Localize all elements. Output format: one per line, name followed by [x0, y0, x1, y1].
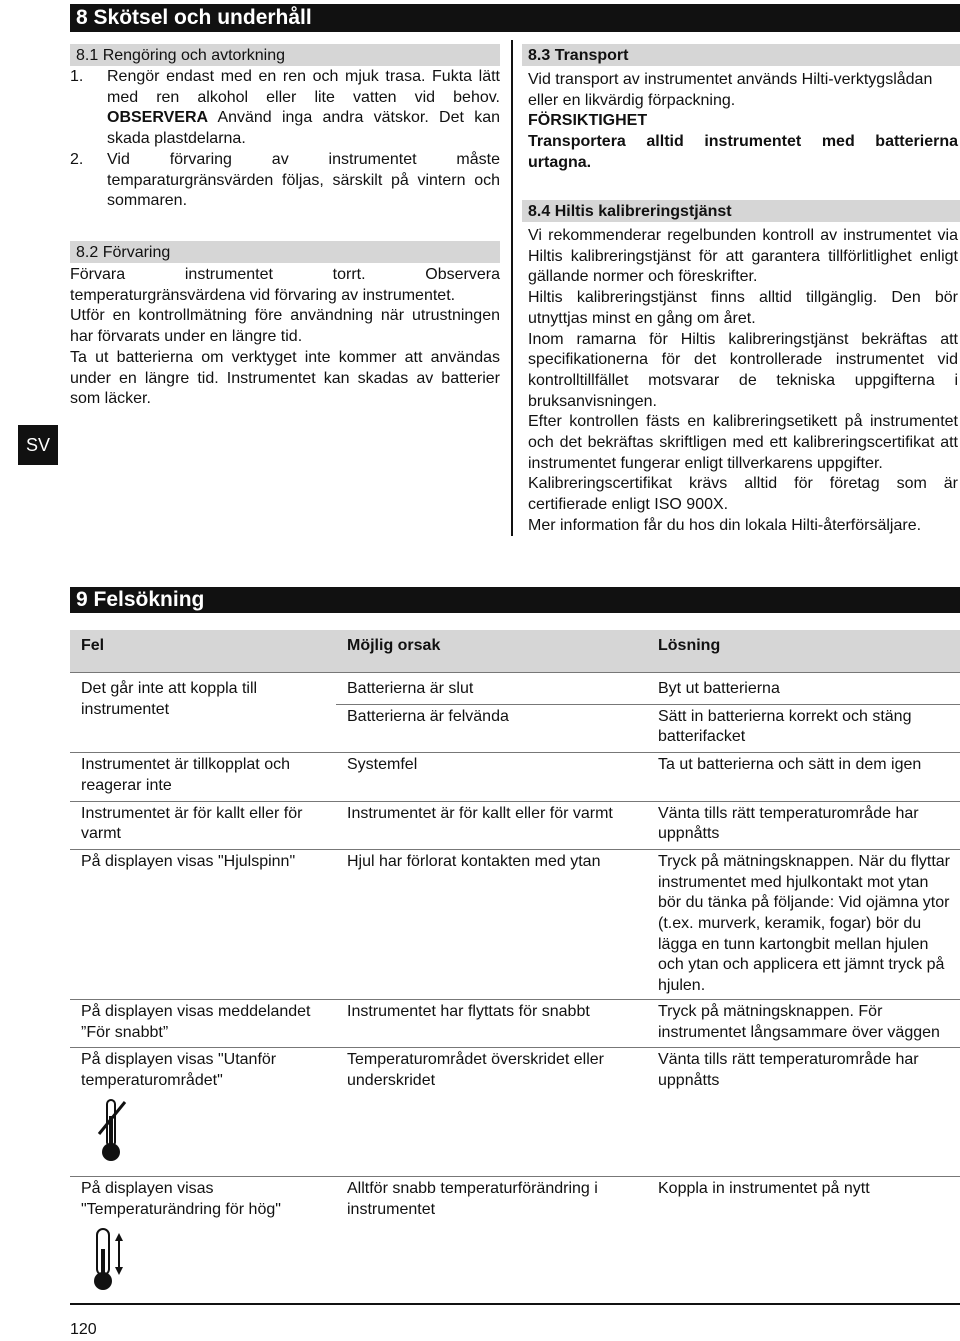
cell-losning: Ta ut batterierna och sätt in dem igen: [647, 753, 960, 801]
language-tab: SV: [18, 425, 58, 465]
cell-losning: Byt ut batterierna: [647, 673, 960, 705]
section-8-title: 8 Skötsel och underhåll: [70, 4, 960, 32]
column-divider: [511, 40, 513, 536]
cell-orsak: Instrumentet har flyttats för snabbt: [336, 999, 647, 1047]
column-header-losning: Lösning: [647, 630, 960, 673]
table-row: [70, 801, 960, 849]
thermometer-arrow-icon: [85, 1227, 129, 1293]
table-row: [70, 999, 960, 1047]
cell-orsak: Systemfel: [336, 753, 647, 801]
list-item-text: Vid förvaring av instrumentet måste temparaturgränsvärden följas, särskilt på vintern och sommaren.: [107, 150, 500, 210]
table-row: [70, 1177, 960, 1305]
cell-fel: [70, 1048, 336, 1177]
table-row: [70, 753, 960, 801]
warning-text: Transportera alltid instrumentet med batterierna urtagna.: [528, 133, 958, 171]
cell-fel: Instrumentet är tillkopplat och reagerar inte: [70, 753, 336, 801]
list-item-number: 1.: [70, 68, 84, 85]
table-row: [70, 673, 960, 705]
list-item-number: 2.: [70, 150, 84, 168]
cell-losning: Tryck på mätningsknappen. När du flyttar instrumentet med hjulkontakt mot ytan bör du tänka på följande: Vid ojämna ytor (t.ex. murverk, keramik, fogar) bör du lägga en tunn kartongbit mellan hjulen och ytan och applicera ett jämnt tryck på hjulen.: [647, 849, 960, 999]
cell-orsak: Hjul har förlorat kontakten med ytan: [336, 849, 647, 999]
section-8-4-text: [528, 226, 958, 537]
section-8-4-heading: 8.4 Hiltis kalibreringstjänst: [522, 200, 960, 222]
cell-fel: På displayen visas meddelandet ”För snabbt”: [70, 999, 336, 1047]
troubleshooting-table: [70, 630, 960, 1305]
column-header-orsak: Möjlig orsak: [336, 630, 647, 673]
table-row: [70, 849, 960, 999]
table-row: [70, 1048, 960, 1177]
cell-fel: Det går inte att koppla till instrumentet: [70, 673, 336, 753]
cell-fel: På displayen visas "Hjulspinn": [70, 849, 336, 999]
column-header-fel: Fel: [70, 630, 336, 673]
paragraph: Ta ut batterierna om verktyget inte kommer att användas under en längre tid. Instrumentet kan skadas av batterier som läcker.: [70, 348, 500, 408]
cell-fel-text: På displayen visas "Temperaturändring för hög": [81, 1180, 281, 1219]
section-8-2-heading: 8.2 Förvaring: [70, 241, 500, 263]
paragraph: Utför en kontrollmätning före användning när utrustningen har förvarats under en längre tid.: [70, 307, 500, 346]
cell-orsak: Instrumentet är för kallt eller för varmt: [336, 801, 647, 849]
list-item-text: Rengör endast med en ren och mjuk trasa. Fukta lätt med ren alkohol eller lite vatten vid behov. OBSERVERA Använd inga andra vätskor. Det kan skada plastdelarna.: [107, 68, 500, 148]
list-item: [70, 67, 500, 150]
cell-orsak: Temperaturområdet överskridet eller underskridet: [336, 1048, 647, 1177]
list-item: [70, 150, 500, 212]
paragraph: Hiltis kalibreringstjänst finns alltid tillgänglig. Den bör utnyttjas minst en gång om året.: [528, 289, 958, 327]
paragraph: Kalibreringscertifikat krävs alltid för företag som är certifierade enligt ISO 900X.: [528, 475, 958, 514]
section-8-3-heading: 8.3 Transport: [522, 44, 960, 66]
section-8-1-heading: 8.1 Rengöring och avtorkning: [70, 44, 500, 66]
cell-orsak: Alltför snabb temperaturförändring i instrumentet: [336, 1177, 647, 1305]
cell-losning: Vänta tills rätt temperaturområde har uppnåtts: [647, 1048, 960, 1177]
cell-losning: Tryck på mätningsknappen. För instrumentet långsammare över väggen: [647, 999, 960, 1047]
thermometer-slash-icon: [95, 1096, 135, 1166]
cell-losning: Sätt in batterierna korrekt och stäng batterifacket: [647, 704, 960, 752]
cell-losning: Koppla in instrumentet på nytt: [647, 1177, 960, 1305]
cell-orsak: Batterierna är felvända: [336, 704, 647, 752]
section-8-1-list: [70, 67, 500, 212]
section-8-2-text: [70, 265, 500, 410]
cell-fel-text: På displayen visas "Utanför temperaturområdet": [81, 1051, 277, 1089]
cell-fel: Instrumentet är för kallt eller för varmt: [70, 801, 336, 849]
paragraph: Mer information får du hos din lokala Hilti-återförsäljare.: [528, 516, 922, 534]
warning-title: FÖRSIKTIGHET: [528, 112, 648, 130]
paragraph: Vi rekommenderar regelbunden kontroll av instrumentet via Hiltis kalibreringstjänst för att garantera tillförlitlighet enligt gällande normer och föreskrifter.: [528, 227, 958, 286]
section-8-3-text: [528, 70, 958, 174]
paragraph: Inom ramarna för Hiltis kalibreringstjänst bekräftas att specifikationerna för det kontrollerade instrumentet vid kontrolltillfället motsvarar de tekniska uppgifterna i bruksanvisningen.: [528, 330, 958, 410]
page-number: 120: [70, 1321, 97, 1338]
cell-fel: [70, 1177, 336, 1305]
paragraph: Förvara instrumentet torrt. Observera temperaturgränsvärdena vid förvaring av instrumentet.: [70, 266, 500, 304]
cell-orsak: Batterierna är slut: [336, 673, 647, 705]
paragraph: Efter kontrollen fästs en kalibreringsetikett på instrumentet och det bekräftas skriftligen med ett kalibreringscertifikat att instrumentet fungerar enligt tillverkarens uppgifter.: [528, 413, 958, 472]
cell-losning: Vänta tills rätt temperaturområde har uppnåtts: [647, 801, 960, 849]
paragraph: Vid transport av instrumentet används Hilti-verktygslådan eller en likvärdig förpackning.: [528, 71, 933, 109]
table-header-row: [70, 630, 960, 673]
section-9-title: 9 Felsökning: [70, 587, 960, 613]
